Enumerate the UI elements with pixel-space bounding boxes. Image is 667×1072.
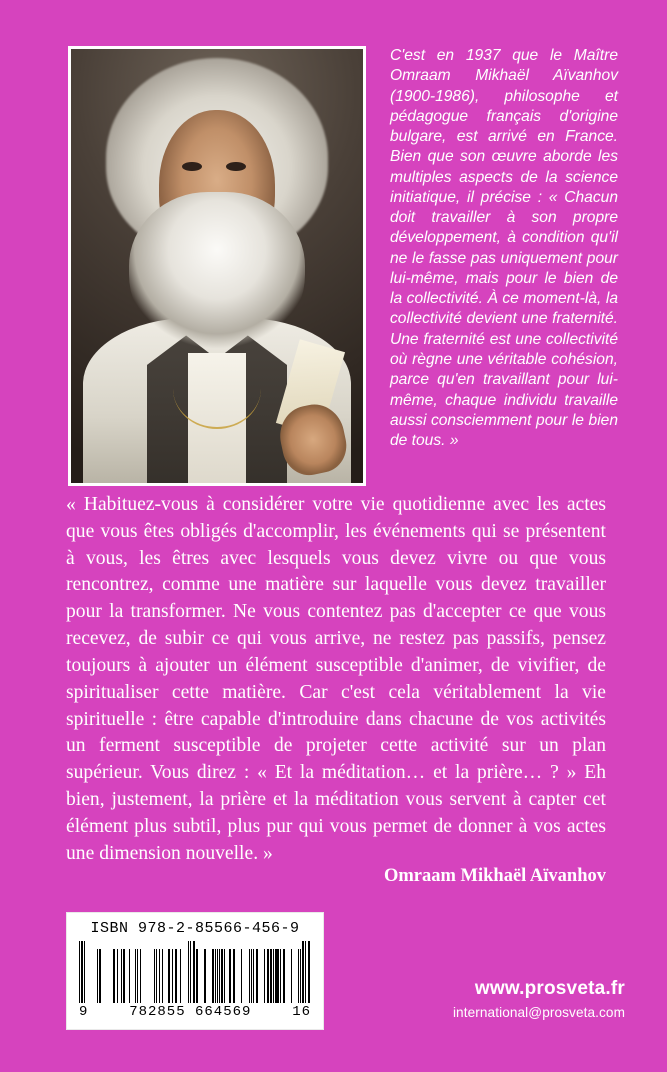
quote-author: Omraam Mikhaël Aïvanhov <box>383 866 606 886</box>
website-link[interactable]: www.prosveta.fr <box>474 978 625 999</box>
portrait-necklace <box>173 348 261 428</box>
top-section <box>0 0 667 490</box>
main-quote-text: « Habituez-vous à considérer votre vie quotidienne avec les actes que vous êtes obligés d'accomplir, les événements qui se présentent à vous, les êtres avec lesquels vous devez vivre ou que vous rencontrez, comme une matière sur laquelle vous devez travailler pour la transformer. Ne vous contentez pas d'accepter ce que vous recevez, de subir ce qui vous arrive, ne restez pas passifs, pensez toujours à ajouter un élément susceptible d'animer, de vivifier, de spiritualiser cette matière. Car c'est cela véritablement la vie spirituelle : être capable d'introduire dans chacune de vos activités un ferment susceptible de projeter cette activité sur un plan supérieur. Vous direz : « Et la méditation… et la prière… ? » Eh bien, justement, la prière et la méditation vous servent à capter cet élément plus subtil, plus pur qui vous permet de donner à vos actes une dimension nouvelle. » <box>66 494 606 864</box>
author-portrait-image <box>71 49 363 483</box>
author-biography-text: C'est en 1937 que le Maître Omraam Mikhaël Aïvanhov (1900-1986), philosophe et pédagogue français d'origine bulgare, est arrivé en France. Bien que son œuvre aborde les multiples aspects de la science initiatique, il précise : « Chacun doit travailler à son propre développement, à condition qu'il ne le fasse pas uniquement pour lui-même, mais pour le bien de la collectivité. À ce moment-là, la collectivité devient une fraternité. Une fraternité est une collectivité où règne une véritable cohésion, parce qu'en travaillant pour lui-même, chaque individu travaille aussi consciemment pour le bien de tous. » <box>390 47 618 450</box>
barcode-digits <box>75 1003 315 1020</box>
email-link[interactable]: international@prosveta.com <box>452 1005 625 1020</box>
barcode-digit-main: 782855 664569 <box>129 1004 252 1020</box>
barcode-digit-left: 9 <box>79 1004 89 1020</box>
portrait-beard <box>129 192 304 357</box>
barcode-digit-right: 16 <box>292 1004 311 1020</box>
footer-contact <box>345 978 625 1020</box>
barcode-block <box>66 912 324 1030</box>
author-portrait-frame <box>68 46 366 486</box>
barcode-bars <box>75 941 315 1003</box>
isbn-label: ISBN 978-2-85566-456-9 <box>90 920 300 937</box>
